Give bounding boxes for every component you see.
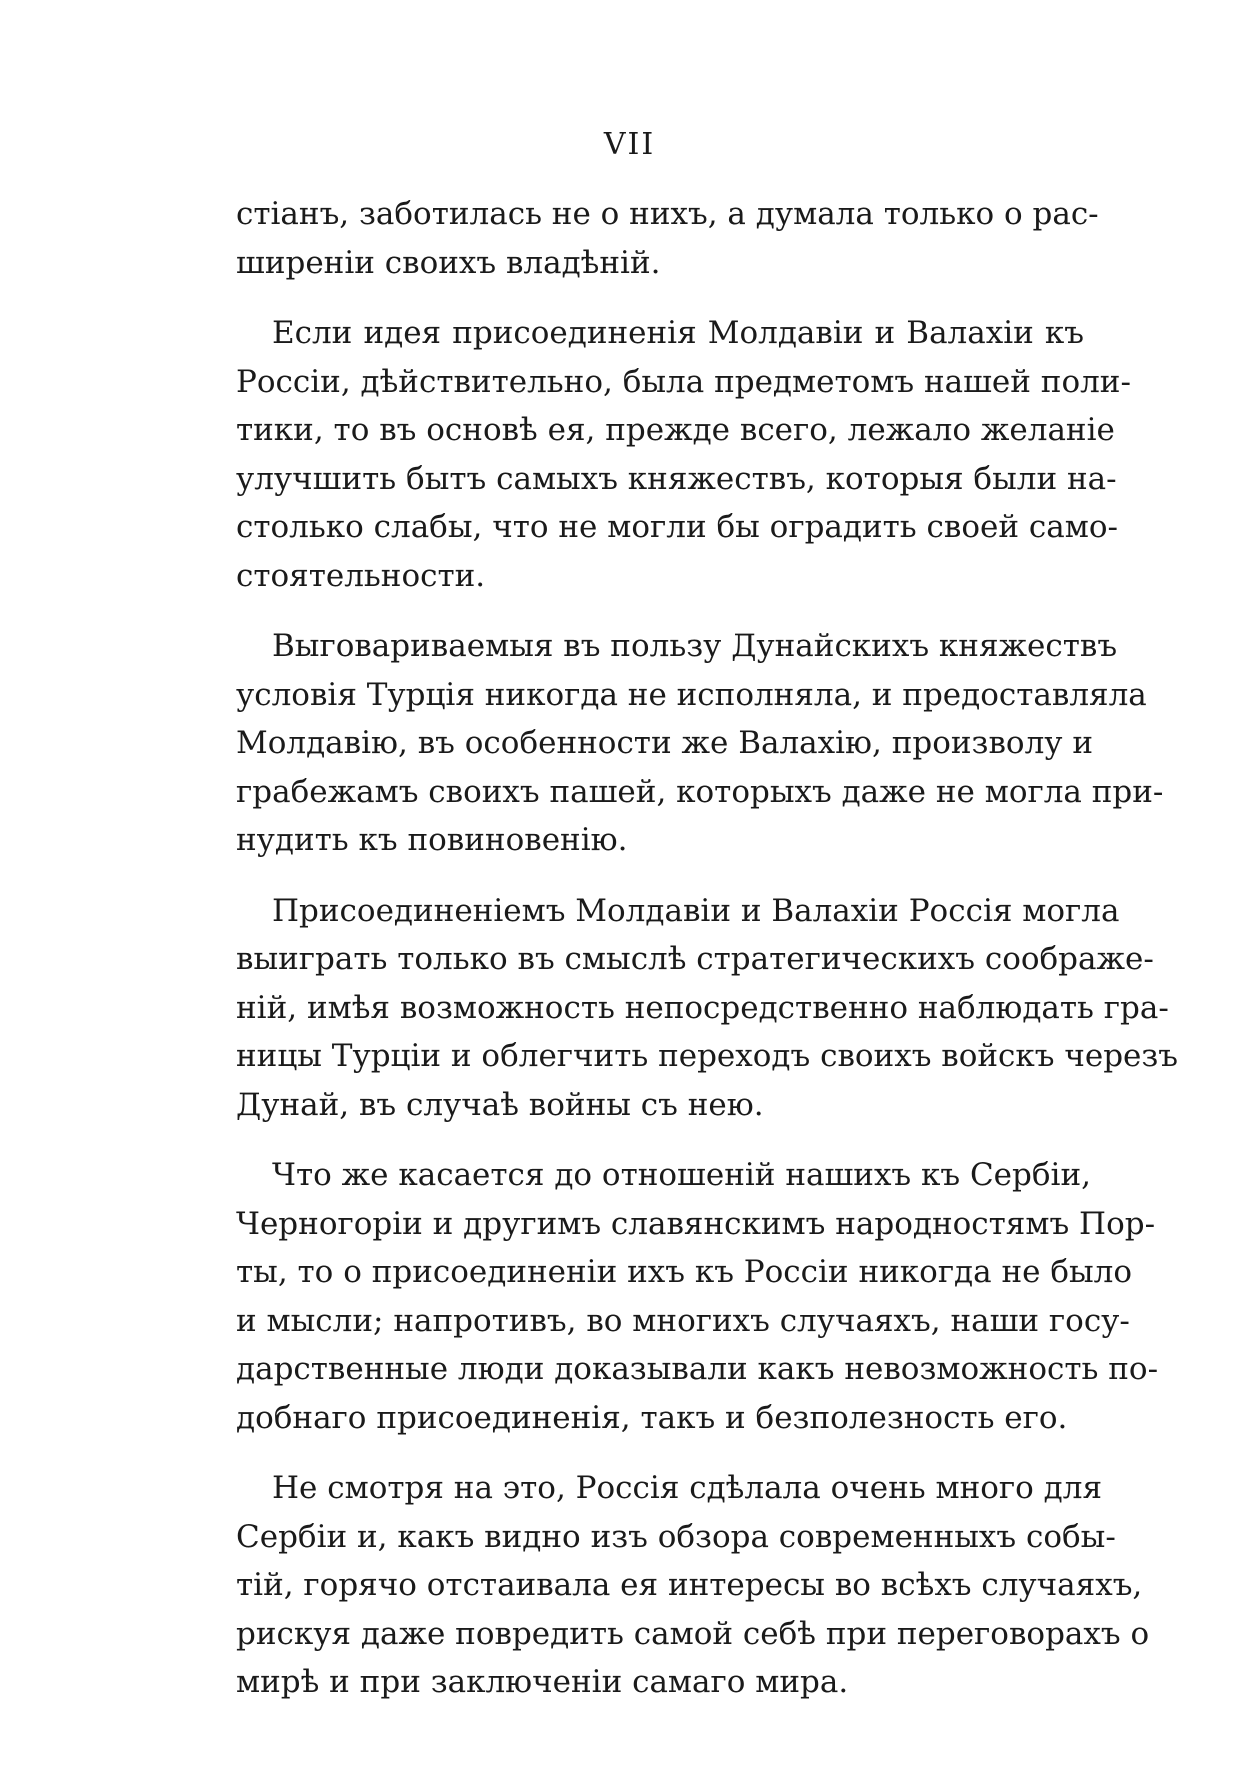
- paragraph: [236, 1151, 1159, 1442]
- text-line: ній, имѣя возможность непосредственно наблюдать гра-: [236, 989, 1169, 1026]
- text-line: нудить къ повиновенію.: [236, 822, 628, 858]
- paragraph: [236, 887, 1179, 1130]
- text-line: стіанъ, заботилась не о нихъ, а думала только о рас-: [236, 196, 1099, 232]
- text-line: дарственные люди доказывали какъ невозможность по-: [236, 1351, 1159, 1387]
- text-line: мирѣ и при заключеніи самаго мира.: [236, 1664, 849, 1700]
- page-number: VII: [603, 127, 656, 162]
- text-line: Присоединеніемъ Молдавіи и Валахіи Россія могла: [272, 892, 1120, 929]
- text-line: и мысли; напротивъ, во многихъ случаяхъ, наши госу-: [236, 1302, 1130, 1339]
- paragraph: [236, 309, 1131, 600]
- paragraph: [236, 190, 1099, 287]
- text-line: тій, горячо отстаивала ея интересы во всѣхъ случаяхъ,: [236, 1567, 1143, 1603]
- text-line: ширеніи своихъ владѣній.: [236, 244, 661, 281]
- text-line: добнаго присоединенія, такъ и безполезность его.: [236, 1399, 1068, 1436]
- text-line: ницы Турціи и облегчить переходъ своихъ войскъ черезъ: [236, 1038, 1179, 1074]
- text-line: Не смотря на это, Россія сдѣлала очень много для: [272, 1470, 1103, 1506]
- text-line: выиграть только въ смыслѣ стратегическихъ соображе-: [236, 941, 1154, 977]
- text-line: стоятельности.: [236, 557, 486, 594]
- text-line: Выговариваемыя въ пользу Дунайскихъ княжествъ: [272, 628, 1118, 664]
- text-line: тики, то въ основѣ ея, прежде всего, лежало желаніе: [236, 412, 1115, 448]
- text-line: улучшить бытъ самыхъ княжествъ, которыя были на-: [236, 460, 1117, 497]
- text-line: Дунай, въ случаѣ войны съ нею.: [236, 1086, 764, 1123]
- text-line: Что же касается до отношеній нашихъ къ Сербіи,: [272, 1157, 1091, 1193]
- body-text: [236, 190, 1179, 1729]
- text-line: условія Турція никогда не исполняла, и предоставляла: [236, 676, 1147, 713]
- paragraph: [236, 622, 1164, 865]
- text-line: грабежамъ своихъ пашей, которыхъ даже не могла при-: [236, 773, 1164, 810]
- text-line: столько слабы, что не могли бы оградить своей само-: [236, 509, 1118, 545]
- text-line: Россіи, дѣйствительно, была предметомъ нашей поли-: [236, 363, 1131, 400]
- text-line: ты, то о присоединеніи ихъ къ Россіи никогда не было: [236, 1254, 1133, 1290]
- text-line: рискуя даже повредить самой себѣ при переговорахъ о: [236, 1615, 1150, 1652]
- text-line: Черногоріи и другимъ славянскимъ народностямъ Пор-: [236, 1205, 1156, 1242]
- text-line: Сербіи и, какъ видно изъ обзора современныхъ собы-: [236, 1518, 1116, 1555]
- paragraph: [236, 1464, 1150, 1707]
- text-line: Молдавію, въ особенности же Валахію, произволу и: [236, 725, 1094, 761]
- text-line: Если идея присоединенія Молдавіи и Валахіи къ: [272, 315, 1084, 351]
